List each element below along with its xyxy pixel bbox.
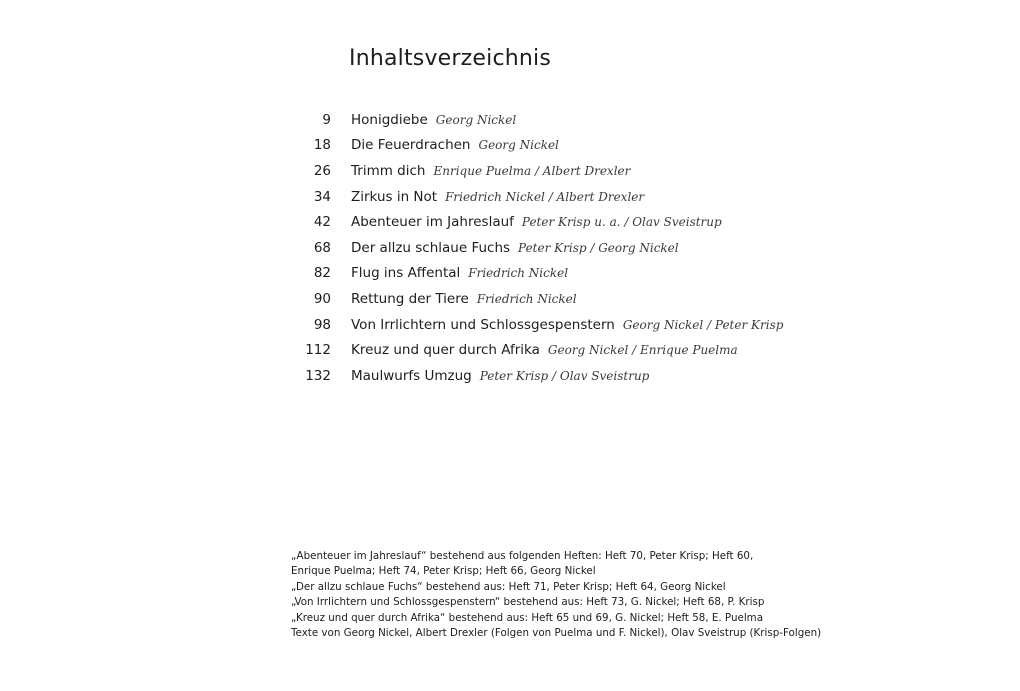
toc-page-number: 68 xyxy=(313,239,331,256)
footnote-line: Texte von Georg Nickel, Albert Drexler (Folgen von Puelma und F. Nickel), Olav Sveistrup (Krisp-Folgen) xyxy=(291,627,822,640)
toc-entry xyxy=(290,209,810,235)
toc-authors: Peter Krisp / Georg Nickel xyxy=(518,240,679,255)
toc-entry xyxy=(290,133,810,159)
toc-story-title: Maulwurfs Umzug xyxy=(351,367,472,384)
toc-authors: Friedrich Nickel / Albert Drexler xyxy=(445,189,645,204)
footnote-line: Enrique Puelma; Heft 74, Peter Krisp; Heft 66, Georg Nickel xyxy=(291,565,596,578)
toc-page-number: 34 xyxy=(313,188,331,205)
toc-page-number: 26 xyxy=(313,162,331,179)
toc-entry xyxy=(290,184,810,210)
toc-story-title: Trimm dich xyxy=(351,162,426,179)
footnote-line: „Kreuz und quer durch Afrika“ bestehend aus: Heft 65 und 69, G. Nickel; Heft 58, E. Puelma xyxy=(291,611,764,624)
toc-entry xyxy=(290,286,810,312)
toc-page-number: 9 xyxy=(322,111,331,128)
toc-authors: Peter Krisp / Olav Sveistrup xyxy=(479,368,650,383)
toc-story-title: Abenteuer im Jahreslauf xyxy=(351,214,514,231)
page-title: Inhaltsverzeichnis xyxy=(349,46,552,71)
toc-entry xyxy=(290,261,810,287)
toc-authors: Friedrich Nickel xyxy=(476,291,577,306)
toc-authors: Georg Nickel xyxy=(435,112,517,127)
toc-story-title: Kreuz und quer durch Afrika xyxy=(351,342,540,359)
toc-story-title: Von Irrlichtern und Schlossgespenstern xyxy=(351,316,615,333)
toc-authors: Georg Nickel / Peter Krisp xyxy=(622,317,784,332)
footnote-line: „Von Irrlichtern und Schlossgespenstern“ bestehend aus: Heft 73, G. Nickel; Heft 68, P. Krisp xyxy=(291,596,765,609)
toc-authors: Georg Nickel xyxy=(478,138,559,153)
toc-page-number: 112 xyxy=(305,342,331,359)
toc-entry xyxy=(290,363,810,389)
toc-page-number: 42 xyxy=(313,214,331,231)
toc-story-title: Zirkus in Not xyxy=(351,188,438,205)
toc-story-title: Rettung der Tiere xyxy=(351,290,469,307)
toc-entry xyxy=(290,158,810,184)
toc-page-number: 18 xyxy=(313,137,331,154)
footnotes xyxy=(291,549,822,641)
footnote-line: „Der allzu schlaue Fuchs“ bestehend aus: Heft 71, Peter Krisp; Heft 64, Georg Nickel xyxy=(291,580,726,593)
toc-entry xyxy=(290,312,810,338)
toc-authors: Peter Krisp u. a. / Olav Sveistrup xyxy=(521,215,722,230)
toc-story-title: Der allzu schlaue Fuchs xyxy=(351,239,511,256)
toc-page-number: 98 xyxy=(313,316,331,333)
toc-page-number: 82 xyxy=(313,265,331,282)
toc-entry xyxy=(290,107,810,133)
toc-page-number: 90 xyxy=(313,290,331,307)
footnote-line: „Abenteuer im Jahreslauf“ bestehend aus folgenden Heften: Heft 70, Peter Krisp; Heft 60, xyxy=(291,550,754,562)
table-of-contents xyxy=(290,107,810,389)
toc-story-title: Flug ins Affental xyxy=(351,265,461,282)
toc-page-number: 132 xyxy=(305,367,331,384)
toc-story-title: Die Feuerdrachen xyxy=(351,137,471,154)
toc-authors: Georg Nickel / Enrique Puelma xyxy=(547,343,738,358)
toc-entry xyxy=(290,235,810,261)
toc-authors: Enrique Puelma / Albert Drexler xyxy=(433,163,631,178)
toc-story-title: Honigdiebe xyxy=(351,111,428,128)
toc-entry xyxy=(290,337,810,363)
toc-authors: Friedrich Nickel xyxy=(468,266,569,281)
